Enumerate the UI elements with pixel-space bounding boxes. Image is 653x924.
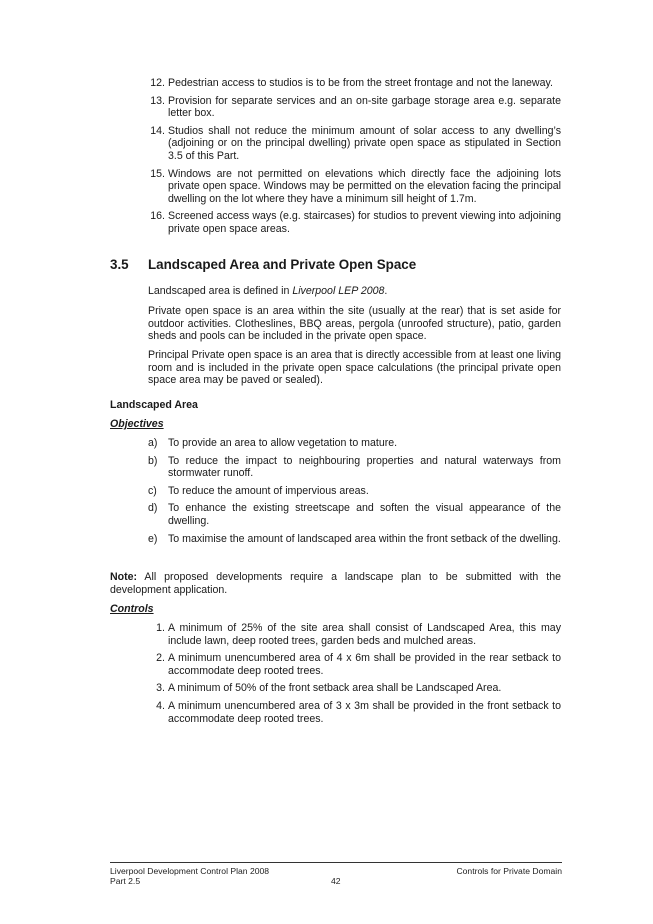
section-heading xyxy=(110,257,416,272)
footer-part: Part 2.5 xyxy=(110,876,141,887)
list-item: 3. A minimum of 50% of the front setback area shall be Landscaped Area. xyxy=(156,682,502,695)
footer-document-title: Liverpool Development Control Plan 2008 xyxy=(110,866,270,876)
objectives-heading: Objectives xyxy=(110,418,164,430)
footer-divider xyxy=(110,862,562,863)
list-item: c) To reduce the amount of impervious areas. xyxy=(148,484,369,497)
controls-heading: Controls xyxy=(110,603,154,615)
list-item: 1. A minimum of 25% of the site area shall consist of Landscaped Area, this may include lawn, deep rooted trees, garden beds and mulched areas. xyxy=(156,622,561,647)
footer-right: Controls for Private Domain xyxy=(456,866,562,876)
list-item: b) To reduce the impact to neighbouring properties and natural waterways from stormwater runoff. xyxy=(148,454,561,480)
list-item: 16. Screened access ways (e.g. staircases) for studios to prevent viewing into adjoining private open space areas. xyxy=(150,210,561,235)
section-number: 3.5 xyxy=(110,257,129,272)
intro-paragraph-1: Landscaped area is defined in Liverpool LEP 2008. xyxy=(148,285,388,297)
intro-paragraph-2: Private open space is an area within the site (usually at the rear) that is set aside for outdoor activities. Clotheslines, BBQ areas, pergola (unroofed structure), patio, garden sheds and pools can be included in the private open space. xyxy=(148,305,561,343)
list-item: 14. Studios shall not reduce the minimum amount of solar access to any dwelling’s (adjoining or on the principal dwelling) private open space as stipulated in Section 3.5 of this Part. xyxy=(150,124,561,162)
controls-list xyxy=(148,622,561,730)
list-item: 4. A minimum unencumbered area of 3 x 3m shall be provided in the front setback to accommodate deep rooted trees. xyxy=(156,699,561,725)
list-item: 15. Windows are not permitted on elevations which directly face the adjoining lots private open space. Windows may be permitted on the elevation facing the principal dwelling on the lot where they have a minimum sill height of 1.7m. xyxy=(150,167,561,205)
note-label: Note: xyxy=(110,571,138,583)
list-item: d) To enhance the existing streetscape and soften the visual appearance of the dwelling. xyxy=(148,502,561,527)
page-number: 42 xyxy=(331,876,341,886)
note-paragraph: Note: All proposed developments require a landscape plan to be submitted with the development application. xyxy=(110,571,561,596)
footer-left xyxy=(110,866,269,887)
section-title: Landscaped Area and Private Open Space xyxy=(148,257,417,272)
list-item: 13. Provision for separate services and an on-site garbage storage area e.g. separate letter box. xyxy=(150,94,561,120)
continued-controls-list xyxy=(148,77,561,241)
list-item: e) To maximise the amount of landscaped area within the front setback of the dwelling. xyxy=(148,532,561,545)
list-item: a) To provide an area to allow vegetation to mature. xyxy=(148,437,398,449)
objectives-list xyxy=(148,437,561,550)
list-item: 2. A minimum unencumbered area of 4 x 6m shall be provided in the rear setback to accommodate deep rooted trees. xyxy=(156,652,561,677)
list-item: 12. Pedestrian access to studios is to be from the street frontage and not the laneway. xyxy=(150,77,553,89)
landscaped-area-heading: Landscaped Area xyxy=(110,399,198,411)
intro-paragraph-3: Principal Private open space is an area that is directly accessible from at least one living room and is included in the private open space calculations (the principal private open space area may be paved or sealed). xyxy=(148,349,561,387)
